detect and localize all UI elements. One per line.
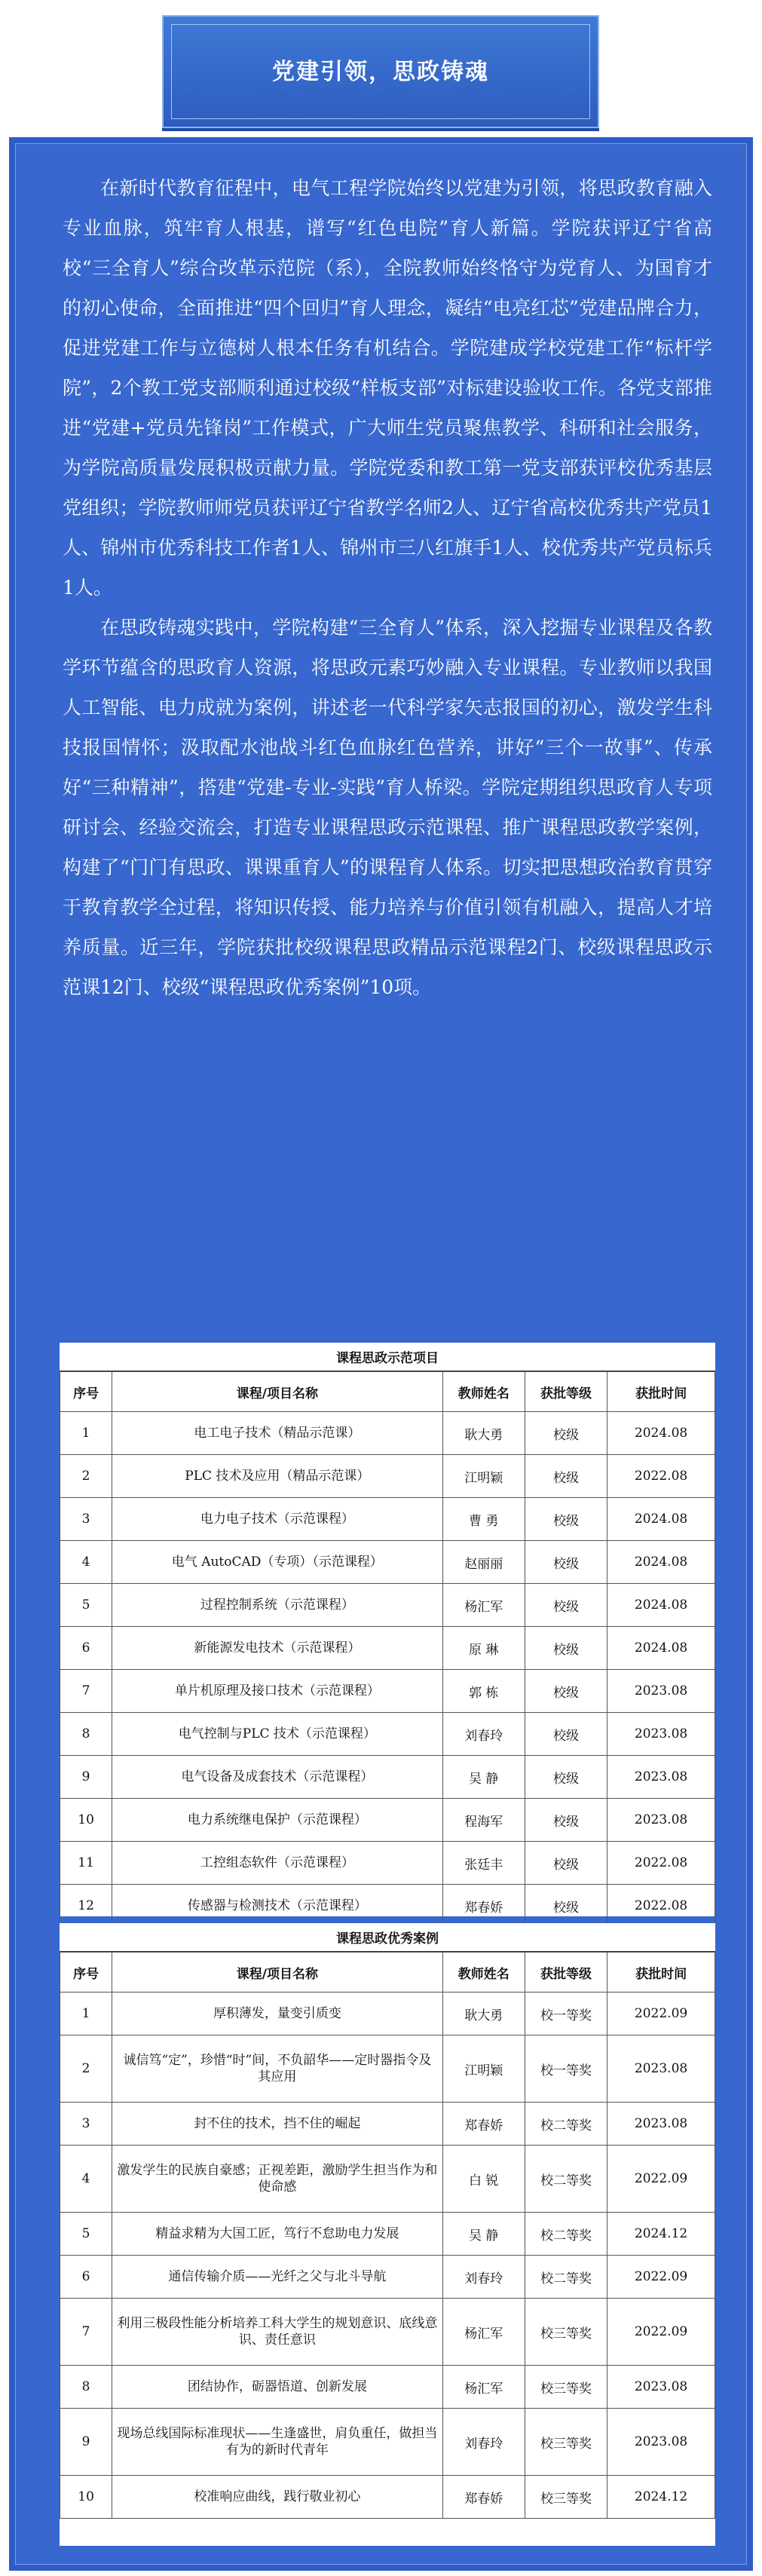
course-name: 团结协作，砺器悟道、创新发展 (112, 2366, 442, 2409)
header-cell: 获批等级 (525, 1372, 607, 1412)
table-body (60, 1992, 715, 2519)
teacher-name: 郑春娇 (442, 2103, 525, 2146)
award-level: 校级 (525, 1498, 607, 1541)
approval-date: 2023.08 (607, 2103, 715, 2146)
table-row (60, 1756, 715, 1799)
course-name: 利用三极段性能分析培养工科大学生的规划意识、底线意识、责任意识 (112, 2299, 442, 2366)
award-level: 校一等奖 (525, 1992, 607, 2035)
teacher-name: 赵丽丽 (442, 1541, 525, 1584)
award-level: 校二等奖 (525, 2103, 607, 2146)
approval-date: 2022.08 (607, 1455, 715, 1498)
approval-date: 2024.12 (607, 2213, 715, 2256)
teacher-name: 郑春娇 (442, 2476, 525, 2519)
approval-date: 2023.08 (607, 1713, 715, 1756)
award-level: 校三等奖 (525, 2299, 607, 2366)
row-number: 12 (60, 1885, 112, 1928)
award-level: 校级 (525, 1670, 607, 1713)
approval-date: 2022.08 (607, 1885, 715, 1928)
title-plaque (162, 15, 599, 128)
table-row (60, 1455, 715, 1498)
row-number: 1 (60, 1412, 112, 1455)
approval-date: 2024.08 (607, 1412, 715, 1455)
course-name: 现场总线国际标准现状——生逢盛世，肩负重任，做担当有为的新时代青年 (112, 2409, 442, 2476)
page-title: 党建引领，思政铸魂 (272, 59, 489, 85)
header-cell: 课程/项目名称 (112, 1953, 442, 1992)
table-row (60, 1885, 715, 1928)
table-row (60, 1799, 715, 1842)
table-row (60, 1412, 715, 1455)
header-cell: 教师姓名 (442, 1953, 525, 1992)
teacher-name: 张廷丰 (442, 1842, 525, 1885)
teacher-name: 耿大勇 (442, 1992, 525, 2035)
approval-date: 2022.09 (607, 2146, 715, 2213)
teacher-name: 吴 静 (442, 1756, 525, 1799)
intro-paragraph: 在思政铸魂实践中，学院构建“三全育人”体系，深入挖掘专业课程及各教学环节蕴含的思政育人资源，将思政元素巧妙融入专业课程。专业教师以我国人工智能、电力成就为案例，讲述老一代科学家矢志报国的初心，激发学生科技报国情怀；汲取配水池战斗红色血脉红色营养，讲好“三个一故事”、传承好“三种精神”，搭建“党建-专业-实践”育人桥梁。学院定期组织思政育人专项研讨会、经验交流会，打造专业课程思政示范课程、推广课程思政教学案例，构建了“门门有思政、课课重育人”的课程育人体系。切实把思想政治教育贯穿于教育教学全过程，将知识传授、能力培养与价值引领有机融入，提高人才培养质量。近三年，学院获批校级课程思政精品示范课程2门、校级课程思政示范课12门、校级“课程思政优秀案例”10项。 (63, 617, 712, 998)
course-name: 通信传输介质——光纤之父与北斗导航 (112, 2256, 442, 2299)
teacher-name: 程海军 (442, 1799, 525, 1842)
row-number: 5 (60, 2213, 112, 2256)
teacher-name: 白 锐 (442, 2146, 525, 2213)
approval-date: 2022.09 (607, 1992, 715, 2035)
table-row (60, 2476, 715, 2519)
award-level: 校级 (525, 1885, 607, 1928)
table-row (60, 1992, 715, 2035)
teacher-name: 郭 栋 (442, 1670, 525, 1713)
table-row (60, 1842, 715, 1885)
course-name: 激发学生的民族自豪感；正视差距，激励学生担当作为和使命感 (112, 2146, 442, 2213)
header-cell: 教师姓名 (442, 1372, 525, 1412)
table-caption: 课程思政优秀案例 (60, 1923, 715, 1952)
content-panel-inner (15, 143, 747, 2565)
table-row (60, 2213, 715, 2256)
row-number: 9 (60, 2409, 112, 2476)
table-row (60, 2299, 715, 2366)
row-number: 3 (60, 2103, 112, 2146)
award-level: 校级 (525, 1584, 607, 1627)
course-name: 校准响应曲线，践行敬业初心 (112, 2476, 442, 2519)
row-number: 6 (60, 1627, 112, 1670)
award-level: 校二等奖 (525, 2256, 607, 2299)
demo-course-table (60, 1343, 715, 1916)
row-number: 8 (60, 1713, 112, 1756)
table-row (60, 2256, 715, 2299)
header-cell: 课程/项目名称 (112, 1372, 442, 1412)
award-level: 校级 (525, 1627, 607, 1670)
course-name: 过程控制系统（示范课程） (112, 1584, 442, 1627)
course-name: 工控组态软件（示范课程） (112, 1842, 442, 1885)
course-name: 电力电子技术（示范课程） (112, 1498, 442, 1541)
course-name: 电气控制与PLC 技术（示范课程） (112, 1713, 442, 1756)
table-row (60, 1498, 715, 1541)
course-name: 诚信笃“定”，珍惜“时”间，不负韶华——定时器指令及其应用 (112, 2035, 442, 2103)
header-cell: 序号 (60, 1953, 112, 1992)
row-number: 4 (60, 2146, 112, 2213)
row-number: 7 (60, 1670, 112, 1713)
header-cell: 获批时间 (607, 1372, 715, 1412)
award-level: 校级 (525, 1713, 607, 1756)
row-number: 2 (60, 2035, 112, 2103)
row-number: 9 (60, 1756, 112, 1799)
teacher-name: 刘春玲 (442, 2409, 525, 2476)
approval-date: 2023.08 (607, 1670, 715, 1713)
approval-date: 2024.08 (607, 1584, 715, 1627)
course-name: 精益求精为大国工匠，笃行不怠助电力发展 (112, 2213, 442, 2256)
table-row (60, 2035, 715, 2103)
header-banner (0, 0, 762, 143)
table-header-row (60, 1372, 715, 1412)
row-number: 10 (60, 1799, 112, 1842)
award-level: 校三等奖 (525, 2409, 607, 2476)
table-row (60, 2146, 715, 2213)
course-name: 封不住的技术，挡不住的崛起 (112, 2103, 442, 2146)
intro-paragraph: 在新时代教育征程中，电气工程学院始终以党建为引领，将思政教育融入专业血脉，筑牢育人根基，谱写“红色电院”育人新篇。学院获评辽宁省高校“三全育人”综合改革示范院（系），全院教师始终恪守为党育人、为国育才的初心使命，全面推进“四个回归”育人理念，凝结“电亮红芯”党建品牌合力，促进党建工作与立德树人根本任务有机结合。学院建成学校党建工作“标杆学院”，2个教工党支部顺利通过校级“样板支部”对标建设验收工作。各党支部推进“党建+党员先锋岗”工作模式，广大师生党员聚焦教学、科研和社会服务，为学院高质量发展积极贡献力量。学院党委和教工第一党支部获评校优秀基层党组织；学院教师师党员获评辽宁省教学名师2人、辽宁省高校优秀共产党员1人、锦州市优秀科技工作者1人、锦州市三八红旗手1人、校优秀共产党员标兵1人。 (63, 177, 712, 599)
header-cell: 序号 (60, 1372, 112, 1412)
teacher-name: 刘春玲 (442, 1713, 525, 1756)
teacher-name: 郑春娇 (442, 1885, 525, 1928)
award-level: 校二等奖 (525, 2213, 607, 2256)
course-name: 电力系统继电保护（示范课程） (112, 1799, 442, 1842)
teacher-name: 杨汇军 (442, 2366, 525, 2409)
table-caption: 课程思政示范项目 (60, 1343, 715, 1371)
table-row (60, 1670, 715, 1713)
course-name: 厚积薄发，量变引质变 (112, 1992, 442, 2035)
course-name: PLC 技术及应用（精品示范课） (112, 1455, 442, 1498)
table-row (60, 1713, 715, 1756)
course-name: 单片机原理及接口技术（示范课程） (112, 1670, 442, 1713)
approval-date: 2022.08 (607, 1842, 715, 1885)
teacher-name: 耿大勇 (442, 1412, 525, 1455)
table-row (60, 2366, 715, 2409)
table-row (60, 2409, 715, 2476)
teacher-name: 曹 勇 (442, 1498, 525, 1541)
row-number: 2 (60, 1455, 112, 1498)
award-level: 校三等奖 (525, 2476, 607, 2519)
table-row (60, 1627, 715, 1670)
award-level: 校级 (525, 1842, 607, 1885)
award-level: 校级 (525, 1412, 607, 1455)
intro-text (63, 168, 712, 1007)
award-level: 校二等奖 (525, 2146, 607, 2213)
row-number: 10 (60, 2476, 112, 2519)
award-level: 校级 (525, 1799, 607, 1842)
teacher-name: 原 琳 (442, 1627, 525, 1670)
award-level: 校级 (525, 1541, 607, 1584)
teacher-name: 刘春玲 (442, 2256, 525, 2299)
course-name: 电气设备及成套技术（示范课程） (112, 1756, 442, 1799)
table-row (60, 1541, 715, 1584)
teacher-name: 吴 静 (442, 2213, 525, 2256)
row-number: 6 (60, 2256, 112, 2299)
row-number: 1 (60, 1992, 112, 2035)
award-level: 校一等奖 (525, 2035, 607, 2103)
table-body (60, 1412, 715, 1928)
row-number: 3 (60, 1498, 112, 1541)
approval-date: 2023.08 (607, 1756, 715, 1799)
approval-date: 2023.08 (607, 1799, 715, 1842)
row-number: 4 (60, 1541, 112, 1584)
approval-date: 2023.08 (607, 2366, 715, 2409)
course-name: 新能源发电技术（示范课程） (112, 1627, 442, 1670)
teacher-name: 江明颖 (442, 1455, 525, 1498)
table-header-row (60, 1953, 715, 1992)
approval-date: 2022.09 (607, 2256, 715, 2299)
header-cell: 获批时间 (607, 1953, 715, 1992)
award-level: 校级 (525, 1756, 607, 1799)
table-row (60, 2103, 715, 2146)
excellent-case-table (60, 1923, 715, 2546)
approval-date: 2023.08 (607, 2409, 715, 2476)
row-number: 11 (60, 1842, 112, 1885)
approval-date: 2023.08 (607, 2035, 715, 2103)
teacher-name: 杨汇军 (442, 1584, 525, 1627)
approval-date: 2024.12 (607, 2476, 715, 2519)
award-level: 校三等奖 (525, 2366, 607, 2409)
row-number: 7 (60, 2299, 112, 2366)
approval-date: 2022.09 (607, 2299, 715, 2366)
approval-date: 2024.08 (607, 1498, 715, 1541)
teacher-name: 杨汇军 (442, 2299, 525, 2366)
approval-date: 2024.08 (607, 1627, 715, 1670)
award-level: 校级 (525, 1455, 607, 1498)
teacher-name: 江明颖 (442, 2035, 525, 2103)
table-row (60, 1584, 715, 1627)
course-name: 电气 AutoCAD（专项）（示范课程） (112, 1541, 442, 1584)
header-cell: 获批等级 (525, 1953, 607, 1992)
approval-date: 2024.08 (607, 1541, 715, 1584)
row-number: 5 (60, 1584, 112, 1627)
row-number: 8 (60, 2366, 112, 2409)
course-name: 传感器与检测技术（示范课程） (112, 1885, 442, 1928)
course-name: 电工电子技术（精品示范课） (112, 1412, 442, 1455)
content-panel (9, 137, 753, 2571)
